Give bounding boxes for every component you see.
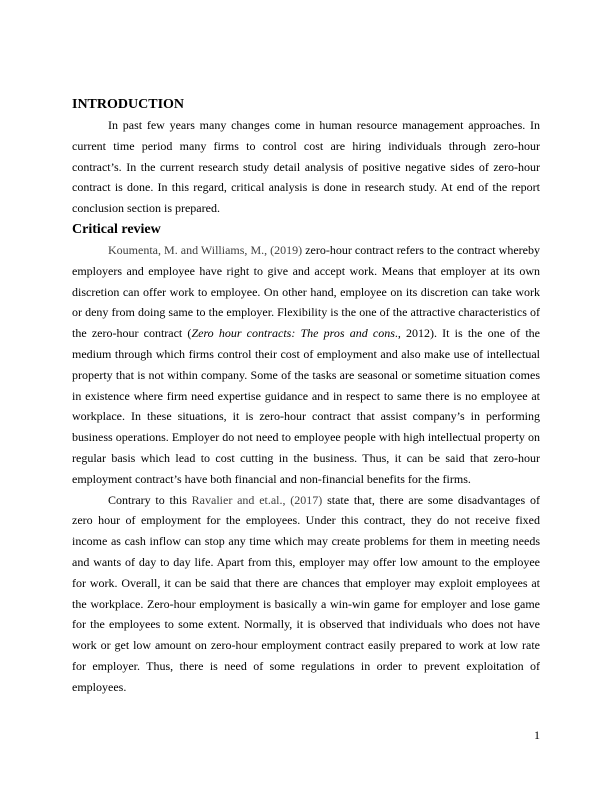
paragraph-1-text-a: zero-hour contract refers to the contract whereby employers and employee have right to give and accept work. Means that employer at its own discretion can offer work to employee. On other hand, employee on its discretion can take work or deny from doing same to the employer. Flexibility is the one of the attractive characteristics of the zero-hour contract ( — [72, 242, 540, 341]
paragraph-1-italic-title: Zero hour contracts: The pros and cons — [191, 326, 395, 341]
document-page — [72, 93, 540, 698]
paragraph-1-text-b: ., 2012). It is the one of the medium through which firms control their cost of employment and also make use of intellectual property that is not within company. Some of the tasks are seasonal or sometime situation comes in existence where firm need expertise guidance and in respect to same there is no employee at workplace. In these situations, it is zero-hour contract that assist company’s in performing business operations. Employer do not need to employee people with high intellectual property on regular basis which lead to cost cutting in the business. Thus, it can be said that zero-hour employment contract’s have both financial and non-financial benefits for the firms. — [72, 326, 540, 486]
page-number: 1 — [534, 728, 540, 742]
citation-ravalier: Ravalier and et.al., (2017) — [191, 492, 323, 507]
paragraph-2-text-a: Contrary to this — [108, 492, 192, 507]
critical-review-paragraph-1 — [72, 240, 540, 490]
critical-review-paragraph-2 — [72, 490, 540, 698]
critical-review-heading: Critical review — [72, 221, 161, 237]
introduction-heading: INTRODUCTION — [72, 97, 185, 112]
citation-koumenta-williams: Koumenta, M. and Williams, M., (2019) — [108, 242, 303, 257]
paragraph-2-text-b: state that, there are some disadvantages of zero hour of employment for the employees. Under this contract, they do not receive fixed income as cash inflow can stop any time which may create problems for them in meeting needs and wants of day to day life. Apart from this, employer may offer low amount to the employee for work. Overall, it can be said that there are chances that employer may exploit employees at the workplace. Zero-hour employment is basically a win-win game for employer and lose game for the employees to some extent. Normally, it is observed that individuals who does not have work or get low amount on zero-hour employment contract easily prepared to work at low rate for employer. Thus, there is need of some regulations in order to prevent exploitation of employees. — [72, 492, 540, 694]
introduction-paragraph: In past few years many changes come in human resource management approaches. In current time period many firms to control cost are hiring individuals through zero-hour contract’s. In the current research study detail analysis of positive negative sides of zero-hour contract is done. In this regard, critical analysis is done in research study. At end of the report conclusion section is prepared. — [72, 118, 540, 216]
